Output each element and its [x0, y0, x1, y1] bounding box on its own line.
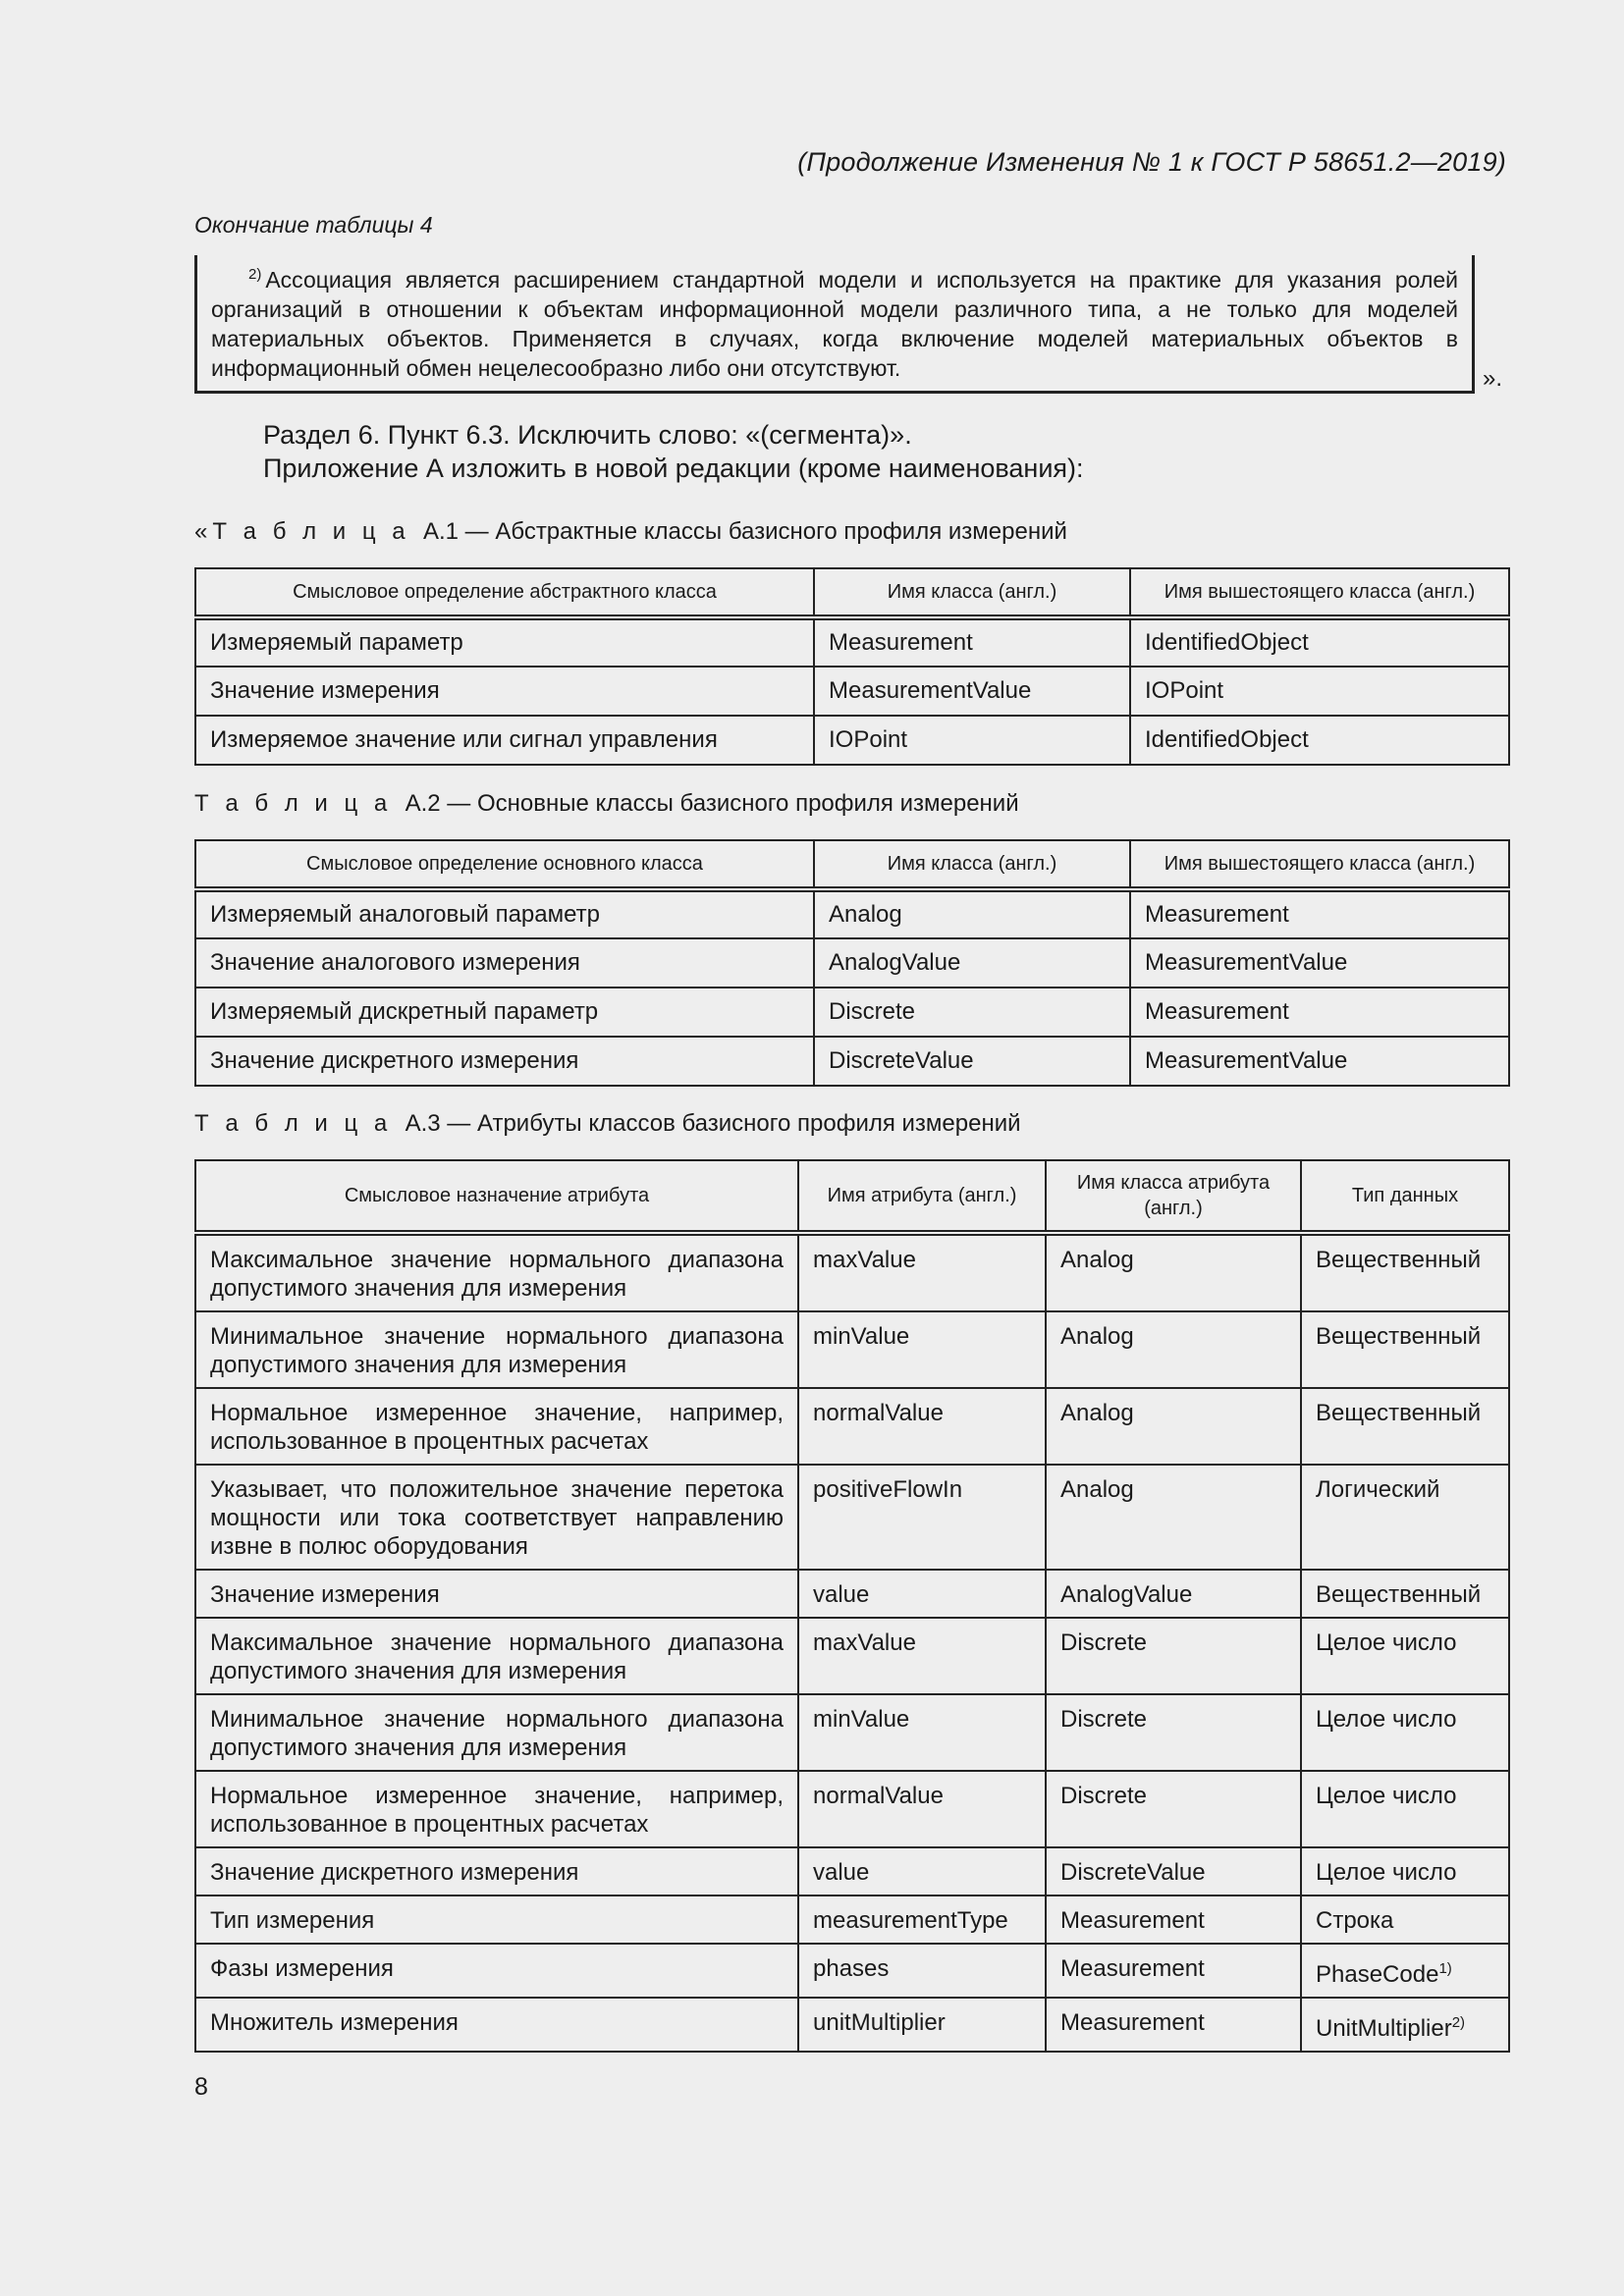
footnote-text: Ассоциация является расширением стандартной модели и используется на практике для указания ролей организаций в отношении к объектам информационной модели различного типа, а не только для моделей материальных объектов. Применяется в случаях, когда включение моделей материальных объектов в информационный обмен нецелесообразно либо они отсутствуют. [211, 267, 1458, 381]
table-row: Нормальное измеренное значение, например, использованное в процентных расчетах normalValue Discrete Целое число [195, 1771, 1509, 1847]
data-type-value: UnitMultiplier [1316, 2015, 1452, 2042]
table-a2-header: Имя класса (англ.) [814, 840, 1130, 889]
table-a3-caption: Т а б л и ц а А.3 — Атрибуты классов базисного профиля измерений [194, 1110, 1021, 1137]
data-type-value: PhaseCode [1316, 1961, 1439, 1988]
table-row: Измеряемый аналоговый параметр Analog Measurement [195, 889, 1509, 938]
table-row: Фазы измерения phases Measurement PhaseCode$^{1)}$ [195, 1944, 1509, 1998]
table-a3-header: Имя атрибута (англ.) [798, 1160, 1046, 1233]
table-row: Значение измерения MeasurementValue IOPoint [195, 667, 1509, 716]
instruction-line-2: Приложение А изложить в новой редакции (кроме наименования): [263, 454, 1084, 483]
table-a1-caption: «Т а б л и ц а А.1 — Абстрактные классы базисного профиля измерений [194, 518, 1067, 545]
footnote-marker: 2) [248, 266, 262, 283]
table-a1-header: Имя класса (англ.) [814, 568, 1130, 617]
footnote-ref: 2) [1451, 2014, 1466, 2031]
table-a2 [194, 839, 1510, 1087]
page-number: 8 [194, 2073, 208, 2101]
table-row: Множитель измерения unitMultiplier Measurement UnitMultiplier$^{2)}$ [195, 1998, 1509, 2052]
instruction-line-1: Раздел 6. Пункт 6.3. Исключить слово: «(сегмента)». [263, 420, 912, 450]
table-row: Значение дискретного измерения DiscreteValue MeasurementValue [195, 1037, 1509, 1086]
table-row: Измеряемое значение или сигнал управления IOPoint IdentifiedObject [195, 716, 1509, 765]
table-row: Значение измерения value AnalogValue Вещественный [195, 1570, 1509, 1618]
table-row: Нормальное измеренное значение, например, использованное в процентных расчетах normalValue Analog Вещественный [195, 1388, 1509, 1465]
table-row: Максимальное значение нормального диапазона допустимого значения для измерения maxValue Analog Вещественный [195, 1233, 1509, 1311]
table-a1-header: Смысловое определение абстрактного класса [195, 568, 814, 617]
table-a1-header: Имя вышестоящего класса (англ.) [1130, 568, 1509, 617]
table-a3-header: Смысловое назначение атрибута [195, 1160, 798, 1233]
footnote-ref: 1) [1438, 1960, 1452, 1977]
table-row: Тип измерения measurementType Measurement Строка [195, 1896, 1509, 1944]
closing-quote: ». [1483, 365, 1503, 392]
table-a3-header: Имя класса атрибута (англ.) [1046, 1160, 1301, 1233]
running-header: (Продолжение Изменения № 1 к ГОСТ Р 58651.2—2019) [797, 147, 1506, 177]
table-row: Значение аналогового измерения AnalogValue MeasurementValue [195, 938, 1509, 988]
table-a2-header: Имя вышестоящего класса (англ.) [1130, 840, 1509, 889]
table-row: Минимальное значение нормального диапазона допустимого значения для измерения minValue Discrete Целое число [195, 1694, 1509, 1771]
table-row: Минимальное значение нормального диапазона допустимого значения для измерения minValue Analog Вещественный [195, 1311, 1509, 1388]
table-a1 [194, 567, 1510, 766]
table-row: Измеряемый параметр Measurement IdentifiedObject [195, 617, 1509, 667]
table-a2-header: Смысловое определение основного класса [195, 840, 814, 889]
table-row: Значение дискретного измерения value DiscreteValue Целое число [195, 1847, 1509, 1896]
table-row: Измеряемый дискретный параметр Discrete Measurement [195, 988, 1509, 1037]
table-4-footnote [194, 255, 1475, 394]
continuation-caption: Окончание таблицы 4 [194, 212, 433, 238]
table-row: Максимальное значение нормального диапазона допустимого значения для измерения maxValue Discrete Целое число [195, 1618, 1509, 1694]
table-a3-header: Тип данных [1301, 1160, 1509, 1233]
table-a2-caption: Т а б л и ц а А.2 — Основные классы базисного профиля измерений [194, 790, 1019, 817]
table-row: Указывает, что положительное значение перетока мощности или тока соответствует направлению извне в полюс оборудования positiveFlowIn Analog Логический [195, 1465, 1509, 1570]
table-a3 [194, 1159, 1510, 2053]
